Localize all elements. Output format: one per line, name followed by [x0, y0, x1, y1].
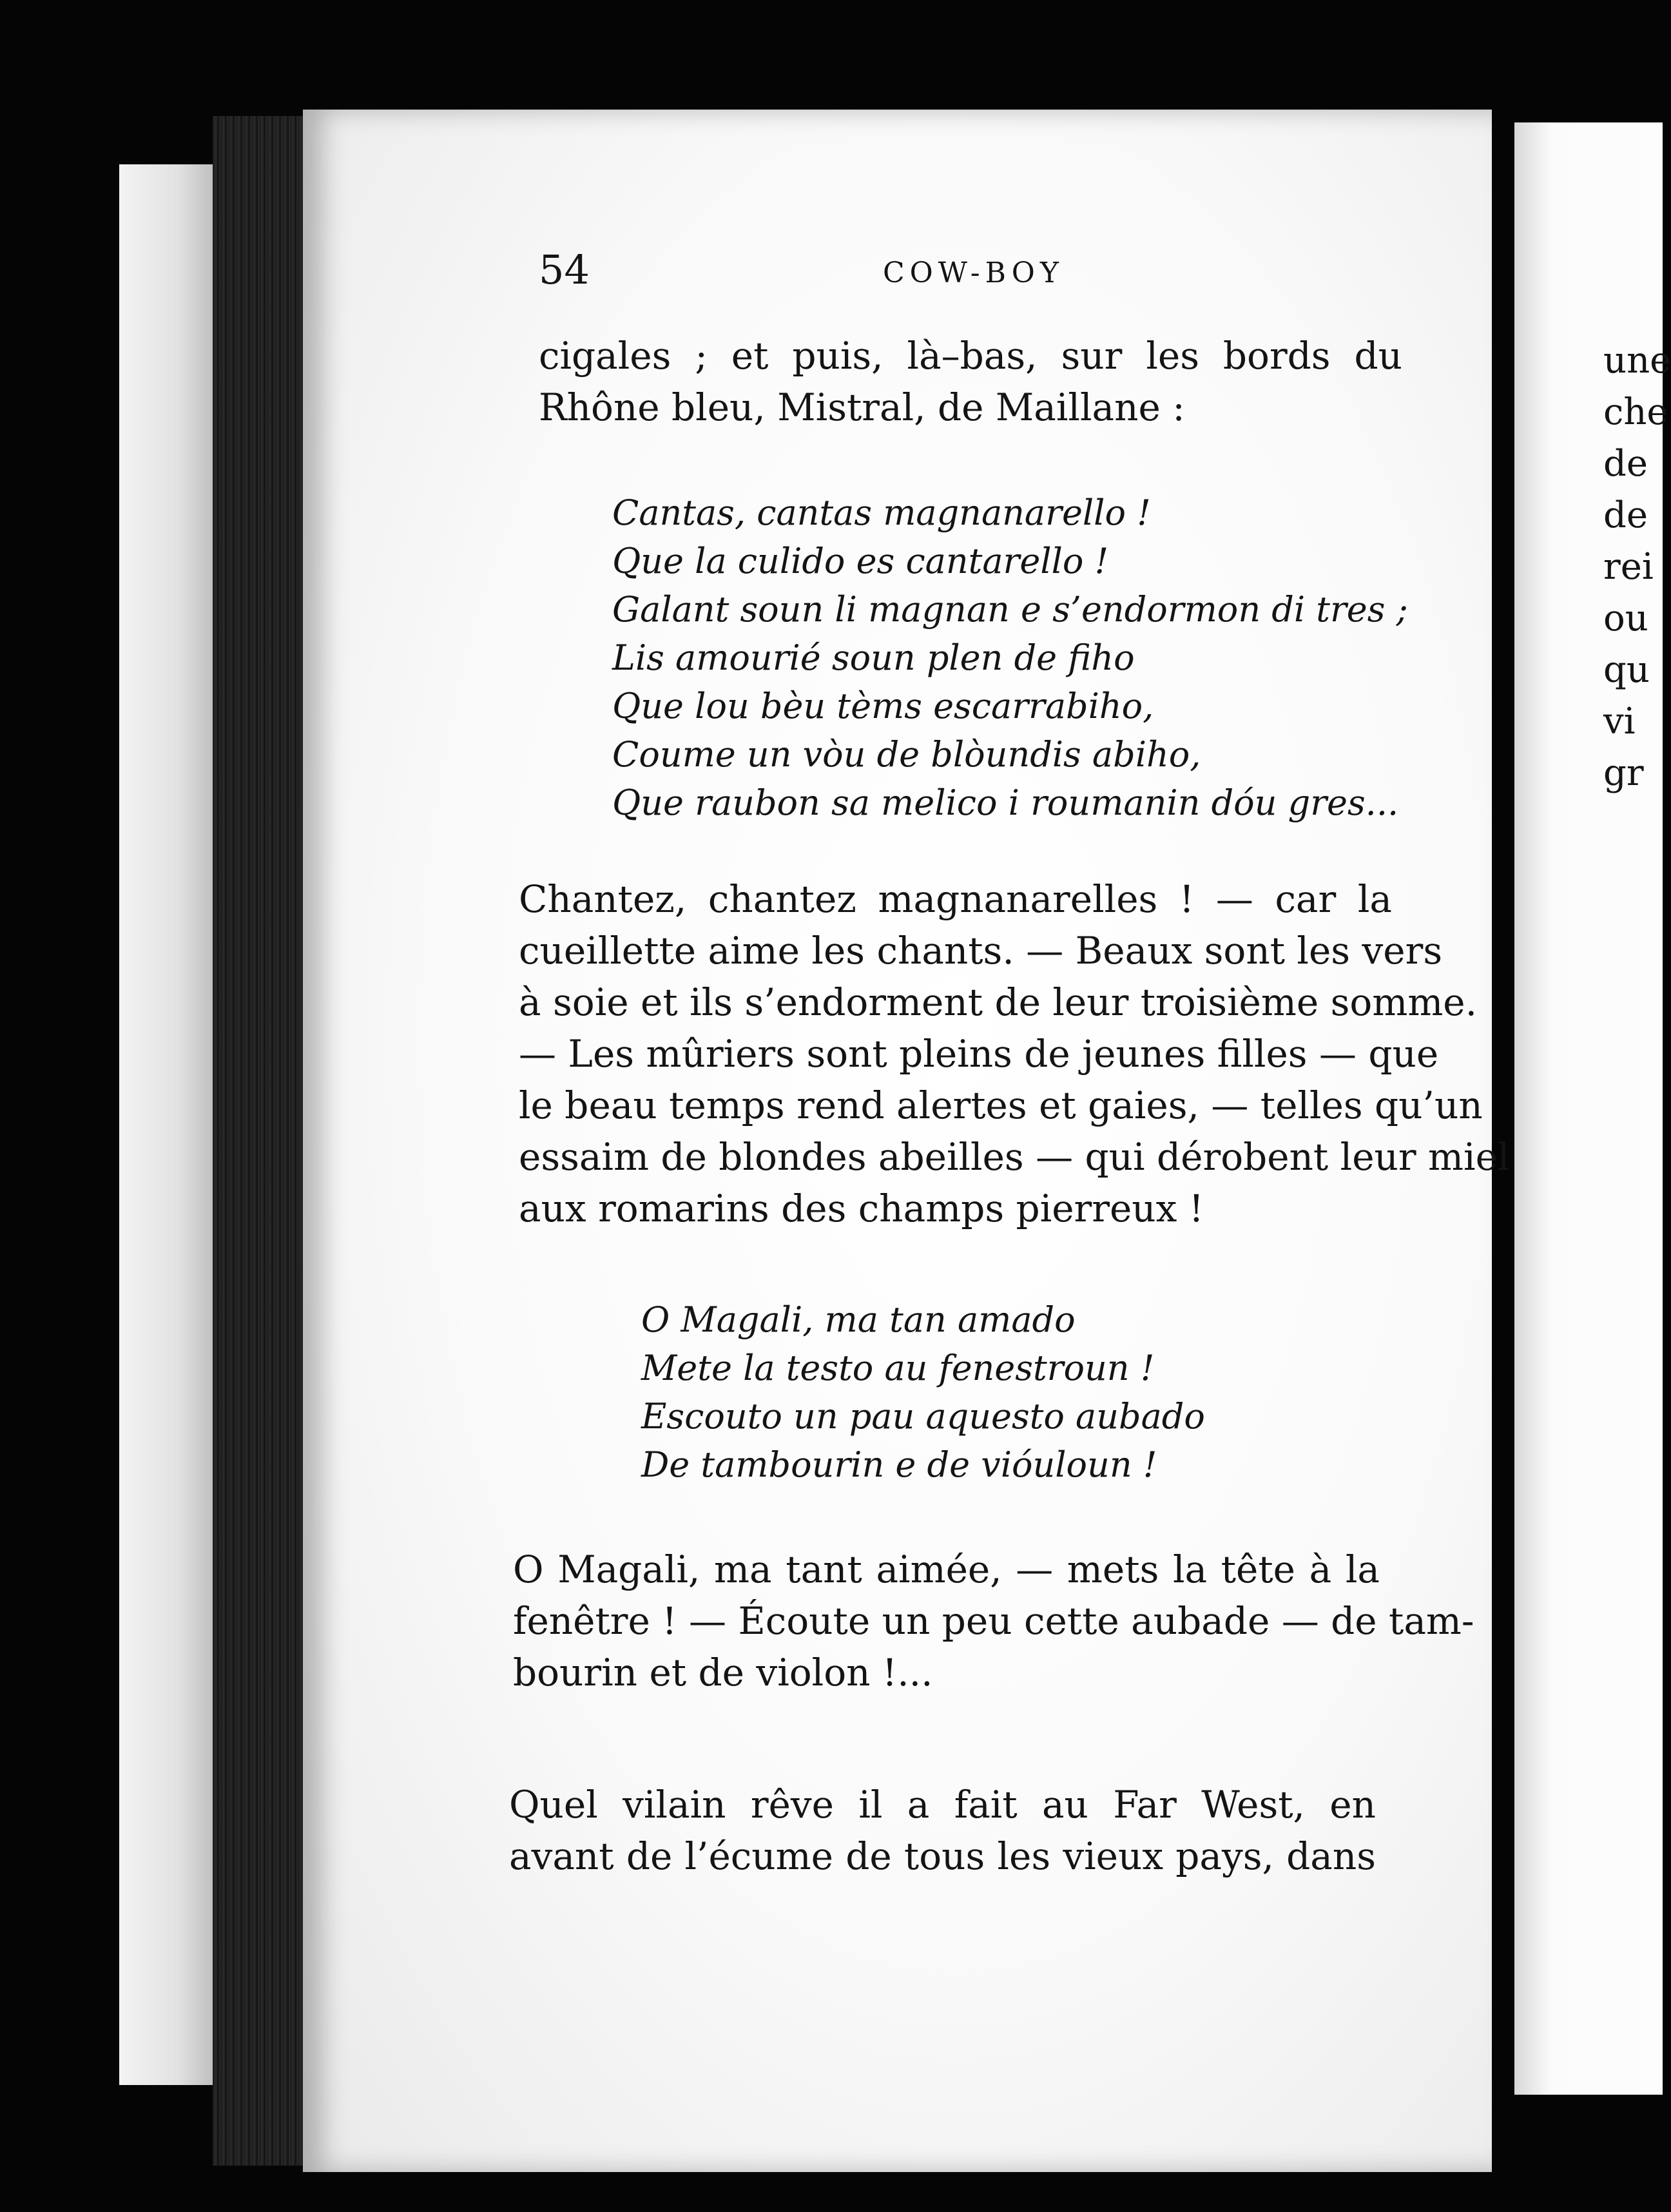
verse-line: Que lou bèu tèms escarrabiho,	[612, 686, 1154, 726]
paragraph-intro	[539, 330, 1402, 433]
fragment: vi	[1603, 701, 1636, 742]
verse-line: De tambourin e de vióuloun !	[641, 1444, 1157, 1485]
verse-line: Escouto un pau aquesto aubado	[641, 1396, 1205, 1437]
text-line: fenêtre ! — Écoute un peu cette aubade — de tam-	[513, 1599, 1474, 1643]
page-stack-edge	[213, 116, 309, 2166]
fragment: une	[1603, 340, 1671, 382]
text-line: aux romarins des champs pierreux !	[519, 1187, 1204, 1230]
paragraph-translation-2	[513, 1544, 1474, 1698]
verse-line: Cantas, cantas magnanarello !	[612, 492, 1151, 533]
fragment: gr	[1603, 752, 1644, 794]
paragraph-far-west	[509, 1779, 1376, 1882]
verse-line: Lis amourié soun plen de fiho	[612, 637, 1135, 678]
text-line: bourin et de violon !...	[513, 1651, 933, 1694]
text-line: Chantez, chantez magnanarelles ! — car la	[519, 877, 1392, 921]
fragment: de	[1603, 443, 1648, 485]
text-line: O Magali, ma tant aimée, — mets la tête à la	[513, 1547, 1380, 1591]
text-line: le beau temps rend alertes et gaies, — telles qu’un	[519, 1083, 1483, 1127]
text-line: essaim de blondes abeilles — qui dérobent leur miel	[519, 1135, 1510, 1179]
fragment: ou	[1603, 597, 1648, 639]
fragment: qu	[1603, 649, 1650, 691]
text-line: avant de l’écume de tous les vieux pays, dans	[509, 1834, 1376, 1878]
verse-line: Que la culido es cantarello !	[612, 541, 1109, 581]
text-line: cigales ; et puis, là–bas, sur les bords du	[539, 334, 1402, 378]
verse-line: Galant soun li magnan e s’endormon di tres ;	[612, 589, 1408, 630]
fragment: de	[1603, 494, 1648, 536]
paragraph-translation-1	[519, 873, 1510, 1234]
facing-page-fragments	[1603, 335, 1671, 799]
verse-stanza-1	[612, 489, 1408, 827]
verse-line: Coume un vòu de blòundis abiho,	[612, 734, 1201, 775]
text-line: — Les mûriers sont pleins de jeunes filles — que	[519, 1032, 1439, 1076]
verse-line: O Magali, ma tan amado	[641, 1299, 1076, 1340]
text-line: cueillette aime les chants. — Beaux sont les vers	[519, 929, 1443, 973]
verse-line: Mete la testo au fenestroun !	[641, 1348, 1155, 1388]
fragment: che	[1603, 391, 1668, 433]
page-number: 54	[539, 246, 590, 293]
text-line: Rhône bleu, Mistral, de Maillane :	[539, 385, 1185, 429]
verse-stanza-2	[641, 1295, 1205, 1489]
book-left-edge	[119, 164, 216, 2085]
verse-line: Que raubon sa melico i roumanin dóu gres...	[612, 782, 1399, 823]
text-line: Quel vilain rêve il a fait au Far West, en	[509, 1783, 1376, 1827]
fragment: rei	[1603, 546, 1654, 588]
running-title: COW-BOY	[883, 257, 1064, 289]
text-line: à soie et ils s’endorment de leur troisième somme.	[519, 980, 1478, 1024]
